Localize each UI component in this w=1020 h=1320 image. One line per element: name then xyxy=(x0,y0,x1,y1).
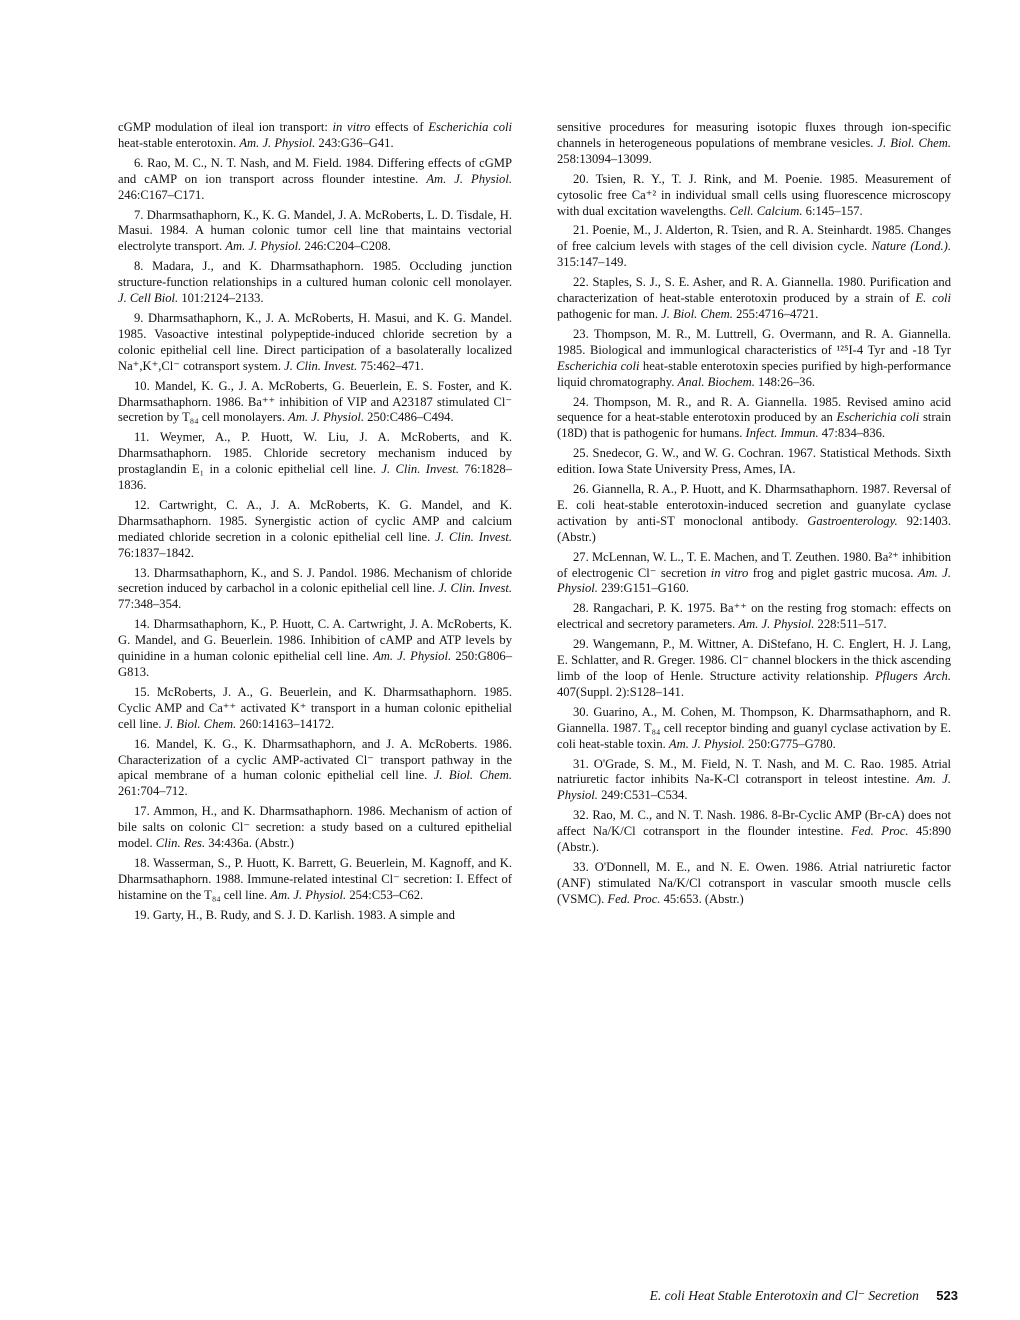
reference-text: 22. Staples, S. J., S. E. Asher, and R. A. Giannella. 1980. Purification and characterization of heat-stable enterotoxin produced by a strain of xyxy=(557,275,951,306)
reference-text: 15. McRoberts, J. A., G. Beuerlein, and K. Dharmsathaphorn. 1985. Cyclic AMP and Ca⁺⁺ activated K⁺ transport in a human colonic epithelial cell line. xyxy=(118,684,512,731)
reference-italic-text: J. Biol. Chem. xyxy=(877,135,951,150)
reference-text: 32. Rao, M. C., and N. T. Nash. 1986. 8-Br-Cyclic AMP (Br-cA) does not affect Na/K/Cl cotransport in the flounder intestine. xyxy=(557,808,951,839)
reference-text: heat-stable enterotoxin species purified by high-performance liquid chromatography. xyxy=(557,358,952,389)
reference-italic-text: Gastroenterology. xyxy=(807,513,898,528)
page-number: 523 xyxy=(936,1288,958,1303)
reference-text: 25. Snedecor, G. W., and W. G. Cochran. 1967. Statistical Methods. Sixth edition. Iowa State University Press, Ames, IA. xyxy=(557,446,951,477)
reference-text: 260:14163–14172. xyxy=(236,716,335,731)
reference-text: 31. O'Grade, S. M., M. Field, N. T. Nash, and M. C. Rao. 1985. Atrial natriuretic factor inhibits Na-K-Cl cotransport in teleost intestine. xyxy=(557,756,951,787)
reference-italic-text: Escherichia coli xyxy=(557,358,640,373)
reference-text: cGMP modulation of ileal ion transport: xyxy=(118,120,333,134)
reference-text: 76:1828–1836. xyxy=(118,462,512,493)
reference-entry xyxy=(118,737,512,801)
reference-text: 18. Wasserman, S., P. Huott, K. Barrett, G. Beuerlein, M. Kagnoff, and K. Dharmsathaphorn. 1988. Immune-related intestinal Cl⁻ secretion: I. Effect of histamine on the T₈₄ cell line. xyxy=(118,855,512,902)
reference-italic-text: Am. J. Physiol. xyxy=(426,171,512,186)
reference-text: 29. Wangemann, P., M. Wittner, A. DiStefano, H. C. Englert, H. J. Lang, E. Schlatter, and R. Greger. 1986. Cl⁻ channel blockers in the thick ascending limb of the loop of Henle. Structure activity relationship. xyxy=(557,637,951,683)
reference-entry xyxy=(118,908,512,924)
page-footer xyxy=(650,1288,958,1304)
reference-entry xyxy=(118,685,512,733)
reference-italic-text: J. Cell Biol. xyxy=(118,291,179,306)
reference-text: 27. McLennan, W. L., T. E. Machen, and T. Zeuthen. 1980. Ba²⁺ inhibition of electrogenic Cl⁻ secretion xyxy=(557,549,951,580)
reference-text: strain (18D) that is pathogenic for humans. xyxy=(557,410,951,441)
reference-text: 75:462–471. xyxy=(357,358,424,373)
reference-entry xyxy=(557,327,951,391)
reference-text: 249:C531–C534. xyxy=(597,788,688,803)
reference-text: 30. Guarino, A., M. Cohen, M. Thompson, K. Dharmsathaphorn, and R. Giannella. 1987. T₈₄ cell receptor binding and guanyl cyclase activation by E. coli heat-stable toxin. xyxy=(557,704,951,751)
reference-text: 47:834–836. xyxy=(818,426,886,441)
reference-text: 261:704–712. xyxy=(118,784,188,799)
reference-entry xyxy=(557,395,951,443)
reference-text: 34:436a. (Abstr.) xyxy=(205,836,294,851)
reference-text: 23. Thompson, M. R., M. Luttrell, G. Overmann, and R. A. Giannella. 1985. Biological and immunlogical characteristics of ¹²⁵I-4 Tyr and -18 Tyr xyxy=(557,326,951,357)
reference-italic-text: J. Biol. Chem. xyxy=(661,306,733,321)
reference-entry xyxy=(118,617,512,681)
reference-italic-text: in vitro xyxy=(332,120,371,134)
reference-italic-text: Am. J. Physiol. xyxy=(668,736,745,751)
reference-entry xyxy=(557,705,951,753)
reference-text: effects of xyxy=(370,120,429,134)
reference-text: 45:890 (Abstr.). xyxy=(557,824,951,855)
reference-italic-text: Am. J. Physiol. xyxy=(239,135,316,150)
reference-italic-text: Am. J. Physiol. xyxy=(288,410,365,425)
reference-text: 28. Rangachari, P. K. 1975. Ba⁺⁺ on the resting frog stomach: effects on electrical and secretory parameters. xyxy=(557,601,951,632)
reference-italic-text: Am. J. Physiol. xyxy=(225,239,302,254)
reference-italic-text: Am. J. Physiol. xyxy=(373,649,452,664)
reference-text: 10. Mandel, K. G., J. A. McRoberts, G. Beuerlein, E. S. Foster, and K. Dharmsathaphorn. 1986. Ba⁺⁺ inhibition of VIP and A23187 stimulated Cl⁻ secretion by T₈₄ cell monolayers. xyxy=(118,378,512,425)
reference-text: 243:G36–G41. xyxy=(315,135,394,150)
reference-text: 26. Giannella, R. A., P. Huott, and K. Dharmsathaphorn. 1987. Reversal of E. coli heat-stable enterotoxin-induced secretion and guanylate cyclase activation by anti-ST monoclonal antibody. xyxy=(557,482,951,528)
reference-italic-text: J. Clin. Invest. xyxy=(438,581,512,596)
reference-text: 228:511–517. xyxy=(814,617,887,632)
reference-text: 315:147–149. xyxy=(557,255,627,270)
reference-entry xyxy=(557,446,951,478)
reference-text: 17. Ammon, H., and K. Dharmsathaphorn. 1986. Mechanism of action of bile salts on colonic Cl⁻ secretion: a study based on a cultured epithelial model. xyxy=(118,804,512,851)
reference-entry xyxy=(118,430,512,494)
reference-text: frog and piglet gastric mucosa. xyxy=(748,565,918,580)
reference-entry xyxy=(557,172,951,220)
running-title: E. coli Heat Stable Enterotoxin and Cl⁻ Secretion xyxy=(649,1288,919,1303)
reference-text: 9. Dharmsathaphorn, K., J. A. McRoberts, H. Masui, and K. G. Mandel. 1985. Vasoactive intestinal polypeptide-induced chloride secretion by a colonic epithelial cell line. Direct participation of a basolaterally localized Na⁺,K⁺,Cl⁻ cotransport system. xyxy=(118,310,512,373)
reference-italic-text: Anal. Biochem. xyxy=(677,374,755,389)
reference-italic-text: J. Clin. Invest. xyxy=(284,358,358,373)
reference-entry xyxy=(557,808,951,856)
reference-text: 8. Madara, J., and K. Dharmsathaphorn. 1985. Occluding junction structure-function relationships in a cultured human colonic cell monolayer. xyxy=(118,259,512,290)
reference-entry xyxy=(557,275,951,323)
reference-italic-text: Cell. Calcium. xyxy=(729,203,803,218)
reference-entry xyxy=(118,856,512,904)
reference-entry xyxy=(557,223,951,271)
reference-text: 250:G775–G780. xyxy=(744,736,836,751)
reference-italic-text: Fed. Proc. xyxy=(851,824,909,839)
reference-entry xyxy=(118,379,512,427)
reference-text: 45:653. (Abstr.) xyxy=(660,891,744,906)
reference-text: 148:26–36. xyxy=(754,374,816,389)
reference-entry xyxy=(557,120,951,168)
reference-text: 33. O'Donnell, M. E., and N. E. Owen. 1986. Atrial natriuretic factor (ANF) stimulated Na/K/Cl cotransport in vascular smooth muscle cells (VSMC). xyxy=(557,859,951,906)
reference-text: sensitive procedures for measuring isotopic fluxes through ion-specific channels in heterogeneous populations of membrane vesicles. xyxy=(557,120,951,150)
reference-italic-text: Am. J. Physiol. xyxy=(557,772,951,803)
reference-text: 407(Suppl. 2):S128–141. xyxy=(557,684,684,699)
reference-text: 250:G806–G813. xyxy=(118,649,512,679)
reference-entry xyxy=(557,757,951,805)
reference-italic-text: Pflugers Arch. xyxy=(875,669,951,683)
reference-text: 76:1837–1842. xyxy=(118,545,194,560)
reference-entry xyxy=(118,156,512,204)
reference-italic-text: Am. J. Physiol. xyxy=(557,565,951,596)
reference-text: 6:145–157. xyxy=(802,203,863,218)
reference-italic-text: J. Biol. Chem. xyxy=(164,716,237,731)
reference-entry xyxy=(557,860,951,908)
reference-italic-text: E. coli xyxy=(915,291,952,306)
references-right-column xyxy=(557,120,951,912)
reference-text: 101:2124–2133. xyxy=(178,291,264,306)
reference-entry xyxy=(118,311,512,375)
reference-entry xyxy=(557,637,951,701)
reference-text: pathogenic for man. xyxy=(557,306,662,321)
reference-italic-text: Escherichia coli xyxy=(836,410,920,425)
reference-text: 19. Garty, H., B. Rudy, and S. J. D. Karlish. 1983. A simple and xyxy=(134,907,455,922)
reference-italic-text: Infect. Immun. xyxy=(745,426,819,441)
reference-text: 16. Mandel, K. G., K. Dharmsathaphorn, and J. A. McRoberts. 1986. Characterization of a cyclic AMP-activated Cl⁻ transport pathway in the apical membrane of a human colonic epithelial cell line. xyxy=(118,736,512,783)
reference-italic-text: J. Biol. Chem. xyxy=(433,768,512,783)
reference-text: 246:C167–C171. xyxy=(118,187,205,202)
reference-italic-text: Escherichia coli xyxy=(428,120,513,134)
reference-text: 20. Tsien, R. Y., T. J. Rink, and M. Poenie. 1985. Measurement of cytosolic free Ca⁺² in individual small cells using fluorescence microscopy with dual excitation wavelengths. xyxy=(557,171,951,218)
reference-entry xyxy=(557,550,951,598)
reference-text: 12. Cartwright, C. A., J. A. McRoberts, K. G. Mandel, and K. Dharmsathaphorn. 1985. Synergistic action of cyclic AMP and calcium mediated chloride secretion in a colonic epithelial cell line. xyxy=(118,497,512,544)
reference-italic-text: Clin. Res. xyxy=(155,836,206,851)
reference-entry xyxy=(118,259,512,307)
reference-italic-text: Am. J. Physiol. xyxy=(738,617,815,632)
reference-italic-text: in vitro xyxy=(710,565,749,580)
reference-text: 7. Dharmsathaphorn, K., K. G. Mandel, J. A. McRoberts, L. D. Tisdale, H. Masui. 1984. A human colonic tumor cell line that maintains vectorial electrolyte transport. xyxy=(118,207,512,254)
reference-text: 254:C53–C62. xyxy=(346,887,424,902)
reference-entry xyxy=(118,804,512,852)
reference-entry xyxy=(118,208,512,256)
reference-text: 24. Thompson, M. R., and R. A. Giannella. 1985. Revised amino acid sequence for a heat-stable enterotoxin produced by an xyxy=(557,394,951,425)
reference-italic-text: Am. J. Physiol. xyxy=(270,887,347,902)
reference-italic-text: J. Clin. Invest. xyxy=(435,529,512,544)
reference-entry xyxy=(557,601,951,633)
reference-entry xyxy=(118,566,512,614)
reference-text: 13. Dharmsathaphorn, K., and S. J. Pandol. 1986. Mechanism of chloride secretion induced by carbachol in a colonic epithelial cell line. xyxy=(118,565,512,596)
reference-text: 21. Poenie, M., J. Alderton, R. Tsien, and R. A. Steinhardt. 1985. Changes of free calcium levels with stages of the cell division cycle. xyxy=(557,223,951,254)
reference-text: 14. Dharmsathaphorn, K., P. Huott, C. A. Cartwright, J. A. McRoberts, K. G. Mandel, and G. Beuerlein. 1986. Inhibition of cAMP and ATP levels by quinidine in a human colonic epithelial cell line. xyxy=(118,617,512,664)
reference-text: 250:C486–C494. xyxy=(364,410,454,425)
reference-text: heat-stable enterotoxin. xyxy=(118,135,240,150)
reference-entry xyxy=(118,120,512,152)
reference-text: 258:13094–13099. xyxy=(557,151,652,166)
references-left-column xyxy=(118,120,512,928)
reference-italic-text: Fed. Proc. xyxy=(607,891,661,906)
reference-text: 239:G151–G160. xyxy=(597,581,689,596)
reference-text: 92:1403. (Abstr.) xyxy=(557,513,952,544)
reference-entry xyxy=(118,498,512,562)
reference-text: 246:C204–C208. xyxy=(301,239,391,254)
reference-text: 255:4716–4721. xyxy=(732,306,819,321)
reference-text: 77:348–354. xyxy=(118,597,182,612)
reference-text: 11. Weymer, A., P. Huott, W. Liu, J. A. McRoberts, and K. Dharmsathaphorn. 1985. Chloride secretory mechanism induced by prostaglandin E₁ in a colonic epithelial cell line. xyxy=(118,430,512,477)
reference-entry xyxy=(557,482,951,546)
reference-italic-text: Nature (Lond.). xyxy=(871,239,951,254)
reference-text: 6. Rao, M. C., N. T. Nash, and M. Field. 1984. Differing effects of cGMP and cAMP on ion transport across flounder intestine. xyxy=(118,155,512,186)
reference-italic-text: J. Clin. Invest. xyxy=(381,462,459,477)
